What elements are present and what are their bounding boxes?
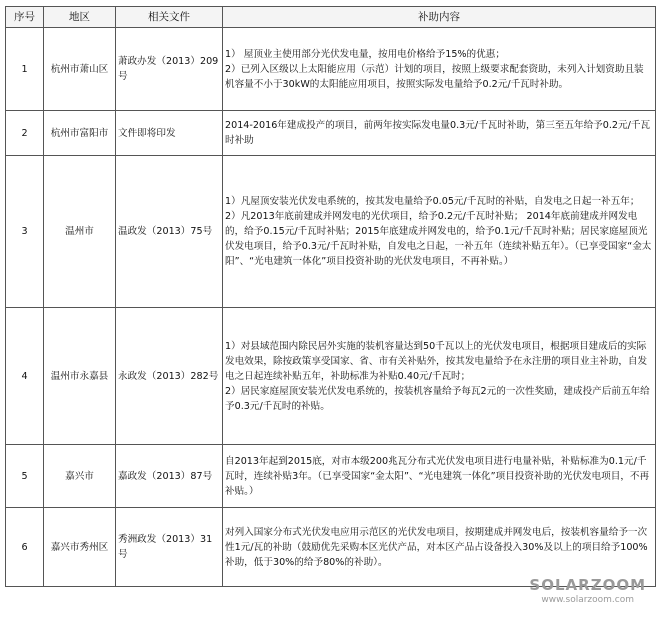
row-num: 2 <box>6 111 44 156</box>
table-row <box>6 308 656 445</box>
row-content <box>223 508 656 587</box>
header-file: 相关文件 <box>116 7 223 28</box>
row-region: 杭州市萧山区 <box>44 28 116 111</box>
row-num: 5 <box>6 445 44 508</box>
content-paragraph: 1）凡屋顶安装光伏发电系统的，按其发电量给予0.05元/千瓦时的补贴，自发电之日起一补五年； <box>225 196 640 207</box>
content-paragraph: 2）居民家庭屋顶安装光伏发电系统的，按装机容量给予每瓦2元的一次性奖励，建成投产后前五年给予0.3元/千瓦时的补贴。 <box>225 385 650 412</box>
solarzoom-watermark <box>529 578 646 605</box>
row-file: 萧政办发（2013）209号 <box>116 28 223 111</box>
row-num: 3 <box>6 156 44 308</box>
row-region: 温州市 <box>44 156 116 308</box>
header-region: 地区 <box>44 7 116 28</box>
table-row <box>6 111 656 156</box>
header-num: 序号 <box>6 7 44 28</box>
row-content <box>223 308 656 445</box>
row-file: 嘉政发（2013）87号 <box>116 445 223 508</box>
row-content <box>223 111 656 156</box>
table-header-row <box>6 7 656 28</box>
row-file: 温政发（2013）75号 <box>116 156 223 308</box>
content-paragraph: 自2013年起到2015底，对市本级200兆瓦分布式光伏发电项目进行电量补贴，补贴标准为0.1元/千瓦时，连续补贴3年。（已享受国家“金太阳”、“光电建筑一体化”项目投资补助的光伏发电项目，不再补贴。） <box>225 455 650 497</box>
row-num: 1 <box>6 28 44 111</box>
header-content: 补助内容 <box>223 7 656 28</box>
row-content <box>223 28 656 111</box>
row-content <box>223 156 656 308</box>
content-paragraph: 1） 屋顶业主使用部分光伏发电量，按用电价格给予15%的优惠； <box>225 48 505 60</box>
watermark-logo: SOLARZOOM <box>529 576 646 594</box>
subsidy-policy-table <box>5 6 656 587</box>
content-paragraph: 2）凡2013年底前建成并网发电的光伏项目，给予0.2元/千瓦时补贴； 2014年底前建成并网发电的，给予0.15元/千瓦时补贴；2015年底建成并网发电的，给予0.1元/千瓦时补贴；居民家庭屋顶光伏发电项目，给予0.3元/千瓦时补贴，自发电之日起，一补五年（连续补贴五年）。（已享受国家“金太阳”、“光电建筑一体化”项目投资补助的光伏发电项目，不再补贴。） <box>225 211 652 267</box>
content-paragraph: 2）已列入区级以上太阳能应用（示范）计划的项目，按照上级要求配套资助，未列入计划资助且装机容量不小于30kW的太阳能应用项目，按照实际发电量给予0.2元/千瓦时补助。 <box>225 63 644 90</box>
row-num: 4 <box>6 308 44 445</box>
table-row <box>6 508 656 587</box>
row-region: 嘉兴市 <box>44 445 116 508</box>
content-paragraph: 1）对县域范围内除民居外实施的装机容量达到50千瓦以上的光伏发电项目，根据项目建成后的实际发电效果，除按政策享受国家、省、市有关补贴外，按其发电量给予在永注册的项目业主补助，自发电之日起连续补贴五年，补助标准为补贴0.40元/千瓦时； <box>225 340 648 382</box>
table-row <box>6 28 656 111</box>
row-region: 嘉兴市秀州区 <box>44 508 116 587</box>
row-region: 温州市永嘉县 <box>44 308 116 445</box>
content-paragraph: 2014-2016年建成投产的项目，前两年按实际发电量0.3元/千瓦时补助，第三至五年给予0.2元/千瓦时补助 <box>225 120 651 146</box>
row-file: 文件即将印发 <box>116 111 223 156</box>
table-row <box>6 445 656 508</box>
content-paragraph: 对列入国家分布式光伏发电应用示范区的光伏发电项目，按期建成并网发电后，按装机容量给予一次性1元/瓦的补助（鼓励优先采购本区光伏产品，对本区产品占设备投入30%及以上的项目给予100%补助，低于30%的给予80%的补助）。 <box>225 526 648 568</box>
row-file: 秀洲政发（2013）31号 <box>116 508 223 587</box>
row-num: 6 <box>6 508 44 587</box>
row-file: 永政发（2013）282号 <box>116 308 223 445</box>
row-content <box>223 445 656 508</box>
watermark-url: www.solarzoom.com <box>541 595 635 605</box>
table-row <box>6 156 656 308</box>
row-region: 杭州市富阳市 <box>44 111 116 156</box>
